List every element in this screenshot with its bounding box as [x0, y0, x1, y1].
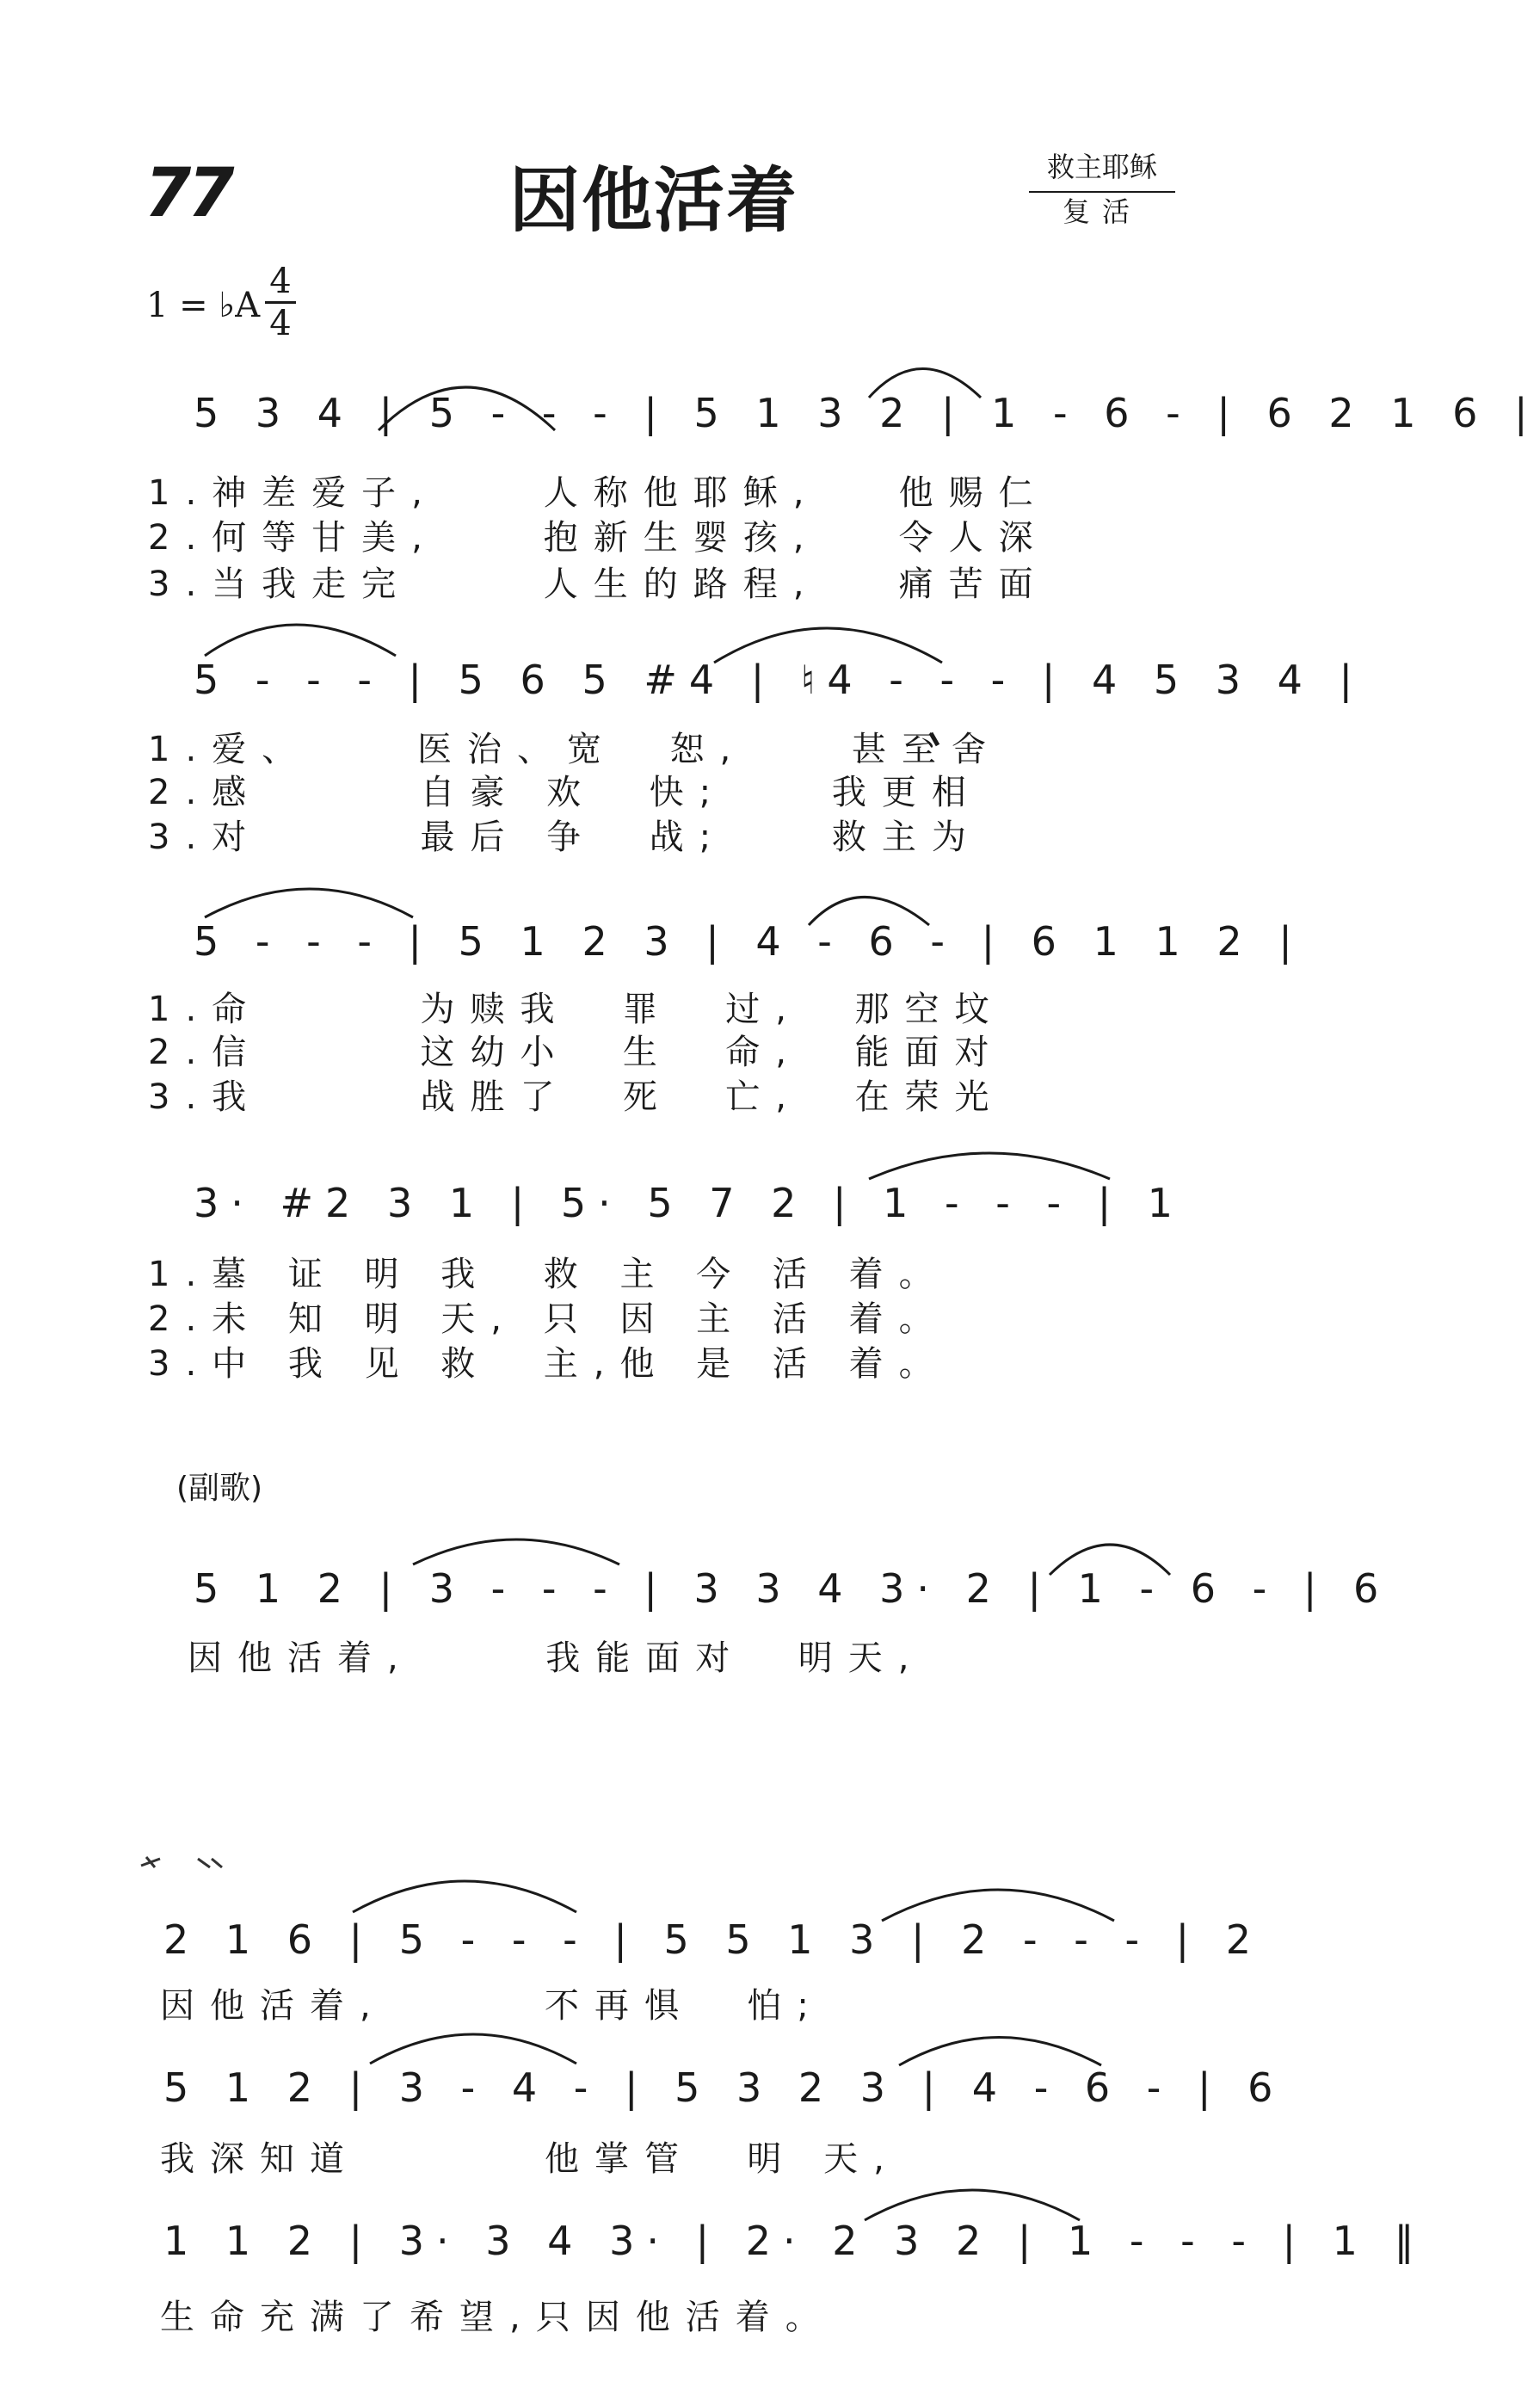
key-signature: 1 = ♭A	[146, 286, 261, 325]
verse3-lyric-line-1: 3.当我走完 人生的路程, 痛苦面	[148, 565, 1049, 604]
verse3-lyric-line-2: 3.对 最后 争 战; 救主为	[148, 818, 982, 857]
verse2-lyric-line-3: 2.信 这幼小 生 命, 能面对	[148, 1033, 1005, 1072]
verse3-lyric-line-3: 3.我 战胜了 死 亡, 在荣光	[148, 1077, 1005, 1117]
chorus-lyric-line-2: 因他活着, 不再惧 怕;	[160, 1986, 824, 2026]
slur-v2a	[205, 625, 396, 656]
slur-v1a	[379, 387, 555, 430]
verse2-lyric-line-2: 2.感 自豪 欢 快; 我更相	[148, 773, 982, 812]
chorus-notes-line-3: 5 1 2 | 3 - 4 - | 5 3 2 3 | 4 - 6 - | 6	[163, 2064, 1285, 2111]
time-signature-bottom: 4	[269, 304, 292, 343]
verse1-lyric-line-2: 1.爱、 医治、宽 恕, 甚至舍	[148, 730, 1002, 769]
chorus-lyric-line-4: 生命充满了希望,只因他活着。	[160, 2298, 835, 2337]
chorus-notes-line-2: 2 1 6 | 5 - - - | 5 5 1 3 | 2 - - - | 2	[163, 1916, 1264, 1963]
chorus-lyric-line-1: 因他活着, 我能面对 明天,	[188, 1638, 925, 1678]
slur-c1b	[1050, 1545, 1170, 1575]
verse-notes-line-4: 3· #2 3 1 | 5· 5 7 2 | 1 - - - | 1	[194, 1180, 1186, 1226]
slur-v4	[869, 1153, 1110, 1179]
slur-v2b	[714, 628, 942, 663]
slur-c2a	[353, 1881, 576, 1912]
slur-c3b	[899, 2038, 1101, 2066]
slur-c4	[865, 2190, 1080, 2220]
category-label: 救主耶稣	[1046, 151, 1157, 183]
verse1-lyric-line-3: 1.命 为赎我 罪 过, 那空坟	[148, 990, 1005, 1029]
verse3-lyric-line-4: 3.中 我 见 救 主,他 是 活 着。	[148, 1344, 949, 1384]
slur-c3a	[370, 2034, 576, 2064]
chorus-notes-line-4: 1 1 2 | 3· 3 4 3· | 2· 2 3 2 | 1 - - - | 1 ‖	[163, 2218, 1426, 2264]
subcategory-label: 复活	[1062, 195, 1142, 228]
hymn-number: 77	[145, 155, 231, 232]
slur-v1b	[869, 369, 981, 398]
breath-mark	[931, 733, 938, 745]
hymn-title: 因他活着	[508, 160, 798, 242]
chorus-lyric-line-3: 我深知道 他掌管 明 天,	[160, 2139, 900, 2179]
verse2-lyric-line-1: 2.何等甘美, 抱新生婴孩, 令人深	[148, 518, 1049, 558]
slur-v3a	[205, 889, 413, 917]
time-signature-top: 4	[269, 262, 292, 301]
verse-notes-line-1: 5 3 4 | 5 - - - | 5 1 3 2 | 1 - 6 - | 6 2 1 6 |	[194, 390, 1540, 436]
slur-v3b	[809, 898, 929, 926]
verse1-lyric-line-4: 1.墓 证 明 我 救 主 今 活 着。	[148, 1255, 949, 1294]
verse2-lyric-line-4: 2.未 知 明 天, 只 因 主 活 着。	[148, 1299, 949, 1339]
chorus-notes-line-1: 5 1 2 | 3 - - - | 3 3 4 3· 2 | 1 - 6 - | 6	[194, 1565, 1391, 1612]
verse-notes-line-2: 5 - - - | 5 6 5 #4 | ♮4 - - - | 4 5 3 4 |	[194, 657, 1365, 703]
chorus-label: (副歌)	[176, 1471, 263, 1506]
slur-c1a	[413, 1539, 619, 1564]
slur-c2b	[882, 1890, 1114, 1921]
verse1-lyric-line-1: 1.神差爱子, 人称他耶稣, 他赐仁	[148, 473, 1049, 513]
verse-notes-line-3: 5 - - - | 5 1 2 3 | 4 - 6 - | 6 1 1 2 |	[194, 918, 1304, 965]
